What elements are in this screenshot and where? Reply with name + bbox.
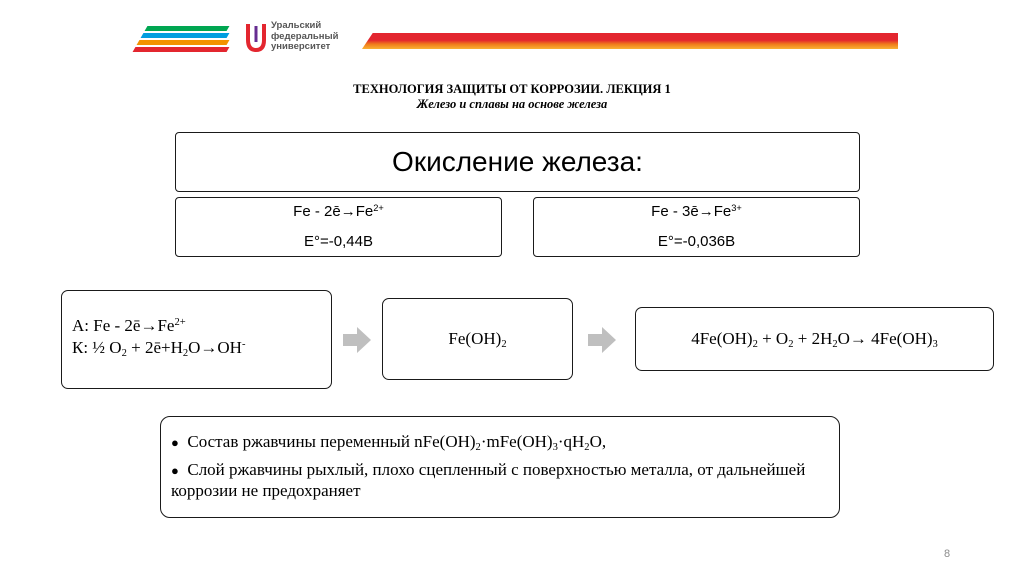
rust-composition-item: ● Состав ржавчины переменный $nFe(OH)_2\cdot mFe(OH)_3\cdot qH_2O$,: [171, 432, 607, 454]
fe2-equation: [176, 203, 501, 220]
ferric-hydroxide-reaction-box: [635, 307, 994, 371]
fe2-equation-base: Fe - 2ē→Fe: [293, 203, 374, 220]
fe2-potential: E°=-0,44В: [304, 233, 373, 250]
ferrous-hydroxide-formula: $Fe(OH)_2$: [448, 329, 507, 351]
oxidation-heading-box: [175, 132, 860, 192]
fe2-equation-charge: 2+: [373, 202, 384, 213]
ferric-hydroxide-equation: $4Fe(OH)_2 + O_2 + 2H_2O\to 4Fe(OH)_3$: [691, 329, 938, 351]
header-band: [362, 33, 898, 49]
oxidation-heading: Окисление железа:: [392, 146, 643, 177]
slide-title: [0, 82, 1024, 112]
arrow-right-icon: [588, 327, 616, 353]
brand-text: [271, 21, 338, 53]
electrode-reactions-box: [61, 290, 332, 389]
page-number: 8: [944, 548, 951, 560]
fe2-oxidation-box: [175, 197, 502, 257]
fe3-equation-base: Fe - 3ē→Fe: [651, 203, 732, 220]
university-logo-icon: [246, 22, 266, 52]
ferrous-hydroxide-box: [382, 298, 573, 380]
arrow-right-icon: [343, 327, 371, 353]
cathode-reaction: К: ½ $O_2$ + $2ē+H_2O\to OH^-$: [72, 338, 246, 360]
title-line-1: ТЕХНОЛОГИЯ ЗАЩИТЫ ОТ КОРРОЗИИ. ЛЕКЦИЯ 1: [353, 82, 671, 96]
fe3-equation: [534, 203, 859, 220]
rust-property-item: ● Слой ржавчины рыхлый, плохо сцепленный с поверхностью металла, от дальнейшей коррозии не предохраняет: [171, 460, 806, 500]
brand-line-2: федеральный: [271, 30, 339, 42]
bullet-icon: ●: [171, 463, 179, 478]
brand-line-1: Уральский: [271, 20, 322, 31]
brand-line-3: университет: [271, 41, 331, 52]
fe3-equation-charge: 3+: [731, 202, 742, 213]
fe3-oxidation-box: [533, 197, 860, 257]
rust-description-box: [160, 416, 840, 518]
bullet-icon: ●: [171, 435, 179, 450]
title-line-2: Железо и сплавы на основе железа: [416, 97, 608, 111]
fe3-potential: E°=-0,036В: [657, 233, 736, 250]
anode-reaction: А: $Fe - 2ē\to Fe^{2+}$: [72, 316, 186, 335]
